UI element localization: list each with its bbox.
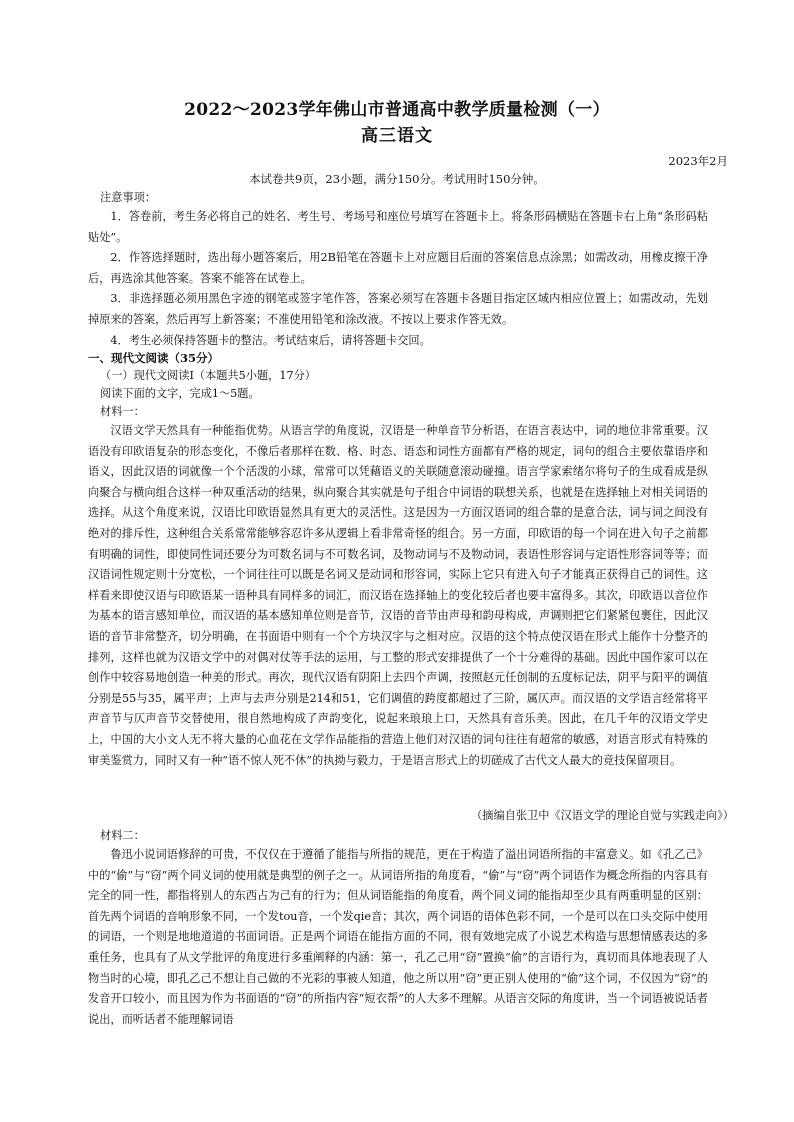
exam-title: 2022～2023学年佛山市普通高中教学质量检测（一）	[184, 100, 610, 120]
note-item: 1．答卷前，考生务必将自己的姓名、考生号、考场号和座位号填写在答题卡上。将条形码横贴在答题卡右上角“条形码粘贴处”。	[88, 210, 708, 244]
exam-subtitle: 高三语文	[361, 126, 433, 146]
note-item: 3．非选择题必须用黑色字迹的钢笔或签字笔作答，答案必须写在答题卡各题目指定区域内相应位置上；如需改动，先划掉原来的答案，然后再写上新答案；不准使用铅笔和涂改液。不按以上要求作答无效。	[88, 292, 708, 326]
material-2-label: 材料二：	[100, 829, 145, 842]
note-item: 4．考生必须保持答题卡的整洁。考试结束后，请将答题卡交回。	[110, 333, 431, 347]
section-sub-heading: （一）现代文阅读Ⅰ（本题共5小题，17分）	[100, 369, 316, 382]
exam-date: 2023年2月	[668, 154, 728, 168]
material-1-source: （摘编自张卫中《汉语文学的理论自觉与实践走向》）	[471, 809, 734, 822]
reading-instruction: 阅读下面的文字，完成1～5题。	[100, 387, 260, 400]
note-item: 2．作答选择题时，选出每小题答案后，用2B铅笔在答题卡上对应题目后面的答案信息点涂黑；如需改动，用橡皮擦干净后，再选涂其他答案。答案不能答在试卷上。	[88, 251, 708, 285]
material-1-text	[88, 421, 708, 771]
section-heading: 一、现代文阅读（35分）	[88, 351, 220, 365]
material-2-text	[88, 845, 708, 1030]
notes-list	[88, 207, 708, 351]
notes-title: 注意事项：	[100, 191, 156, 204]
material-1-label: 材料一：	[100, 405, 145, 418]
exam-info: 本试卷共9页，23小题，满分150分。考试用时150分钟。	[249, 172, 545, 186]
material-2-paragraph: 鲁迅小说词语修辞的可贵，不仅仅在于遵循了能指与所指的规范，更在于构造了溢出词语所指的丰富意义。如《孔乙己》中的“偷”与“窃”两个同义词的使用就是典型的例子之一。从词语所指的角度看，“偷”与“窃”两个词语作为概念所指的内容具有完全的同一性，都指将别人的东西占为己有的行为；但从词语能指的角度看，两个同义词的能指却至少具有两重明显的区别：首先两个词语的音响形象不同，一个发tou音，一个发qie音；其次，两个词语的语体色彩不同，一个是可以在口头交际中使用的词语，一个则是地地道道的书面词语。正是两个词语在能指方面的不同，很有效地完成了小说艺术构造与思想情感表达的多重任务，也具有了从文学批评的角度进行多重阐释的内涵：第一，孔乙己用“窃”置换“偷”的言语行为，真切而具体地表现了人物当时的心境，即孔乙己不想让自己做的不光彩的事被人知道，他之所以用“窃”更正别人使用的“偷”这个词，不仅因为“窃”的发音开口较小，而且因为作为书面语的“窃”的所指内容“短衣帮”的人大多不理解。从语言交际的角度讲，当一个词语被说话者说出，而听话者不能理解词语	[88, 848, 708, 1026]
material-1-paragraph: 汉语文学天然具有一种能指优势。从语言学的角度说，汉语是一种单音节分析语，在语言表达中，词的地位非常重要。汉语没有印欧语复杂的形态变化，不像后者那样在数、格、时态、语态和词性方面都有严格的规定，词句的组合主要依靠语序和语义，因此汉语的词就像一个个活泼的小球，常常可以凭藉语义的关联随意滚动碰撞。语言学家索绪尔将句子的生成看成是纵向聚合与横向组合这样一种双重活动的结果，纵向聚合其实就是句子组合中词语的联想关系，也就是在选择轴上对相关词语的选择。从这个角度来说，汉语比印欧语显然具有更大的灵活性。这是因为一方面汉语词的组合靠的是意合法，词与词之间没有绝对的排斥性，这种组合关系常常能够容忍许多从逻辑上看非常奇怪的组合。另一方面，印欧语的每一个词在进入句子之前都有明确的词性，即使同性词还要分为可数名词与不可数名词，及物动词与不及物动词，表语性形容词与定语性形容词等等；而汉语词性规定则十分宽松，一个词往往可以既是名词又是动词和形容词，实际上它只有进入句子才能真正获得自己的词性。这样看来即使汉语与印欧语某一语种具有同样多的词汇，而汉语在选择轴上的变化较后者也要丰富得多。其次，印欧语以音位作为基本的语言感知单位，而汉语的基本感知单位则是音节，汉语的音节由声母和韵母构成，声调则把它们紧紧包裹住，因此汉语的音节非常整齐，切分明确，在书面语中则有一个个方块汉字与之相对应。汉语的这个特点使汉语在形式上能作十分整齐的排列，这样也就为汉语文学中的对偶对仗等手法的运用，与工整的形式安排提供了一个十分难得的基础。因此中国作家可以在创作中较容易地创造一种美的形式。再次，现代汉语有阴阳上去四个声调，按照赵元任创制的五度标记法，阴平与阳平的调值分别是55与35，属平声；上声与去声分别是214和51，它们调值的跨度都超过了三阶，属仄声。而汉语的文学语言经常将平声音节与仄声音节交替使用，很自然地构成了声韵变化，说起来琅琅上口，天然具有音乐美。因此，在几千年的汉语文学史上，中国的大小文人无不将大量的心血花在文学作品能指的营造上他们对汉语的词句往往有超常的敏感，对语言形式有特殊的审美鉴赏力，同时又有一种“语不惊人死不休”的执拗与毅力，于是语言形式上的切磋成了古代文人最大的竞技保留项目。	[88, 424, 708, 767]
